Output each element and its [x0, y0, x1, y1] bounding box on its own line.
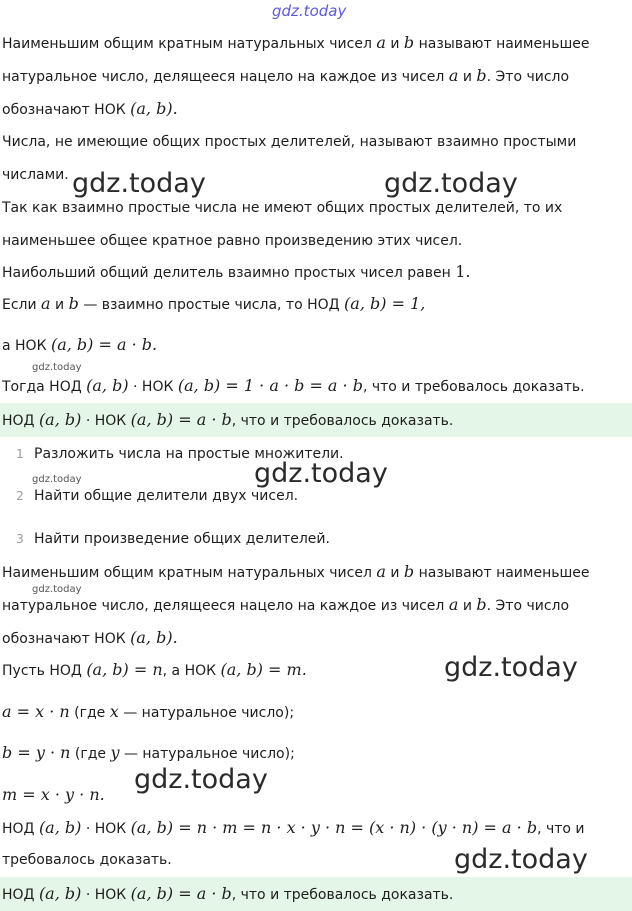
text: и — [462, 69, 472, 85]
watermark: gdz.today — [384, 168, 518, 199]
text: обозначают НОК — [2, 631, 126, 647]
proof2-result-1 — [2, 818, 626, 839]
watermark: gdz.today — [72, 168, 206, 199]
text: Числа, не имеющие общих простых делителей, называют взаимно простыми — [2, 134, 577, 150]
math-var: a — [376, 33, 386, 52]
math-expr: (a, b) = 1, — [344, 294, 426, 313]
text: — натуральное число); — [123, 746, 295, 762]
text: и — [55, 297, 65, 313]
text: Разложить числа на простые множители. — [34, 446, 344, 462]
watermark: gdz.today — [454, 844, 588, 875]
math-expr: (a, b) = 1 · a · b = a · b — [177, 376, 363, 395]
step-number: 1 — [16, 447, 24, 461]
proof2-b — [2, 743, 626, 764]
math-var: x — [109, 702, 119, 721]
math-expr: a = x · n — [2, 702, 70, 721]
text: . Это число — [486, 598, 570, 614]
text: называют наименьшее — [418, 565, 590, 581]
text: натуральное число, делящееся нацело на каждое из чисел — [2, 598, 445, 614]
step-3 — [6, 529, 626, 549]
text: Тогда НОД — [2, 379, 82, 395]
watermark: gdz.today — [254, 458, 388, 489]
math-var: b — [476, 66, 487, 85]
watermark: gdz.today — [32, 584, 82, 595]
definition-line-1 — [2, 33, 626, 54]
coprime-line-6 — [2, 294, 626, 315]
math-expr: (a, b) — [38, 884, 82, 903]
step-number: 2 — [16, 489, 24, 503]
text: а НОК — [2, 338, 47, 354]
definition2-line-1 — [2, 562, 626, 583]
math-expr: (a, b) = n · m = n · x · y · n = (x · n) · (y · n) = a · b — [130, 818, 538, 837]
math-var: b — [68, 294, 79, 313]
text: и — [390, 36, 400, 52]
step-number: 3 — [16, 532, 24, 546]
text: , что и требовалось доказать. — [362, 379, 585, 395]
text: · НОК — [85, 821, 127, 837]
text: НОД — [2, 821, 35, 837]
text: Наименьшим общим кратным натуральных чисел — [2, 565, 372, 581]
watermark-top: gdz.today — [272, 2, 347, 20]
text: называют наименьшее — [418, 36, 590, 52]
text: Если — [2, 297, 37, 313]
proof-line-1 — [2, 376, 626, 397]
coprime-line-3 — [2, 198, 626, 218]
math-expr: (a, b). — [130, 628, 178, 647]
math-var: a — [376, 562, 386, 581]
text: . Это число — [486, 69, 570, 85]
math-expr: (a, b) — [38, 818, 82, 837]
coprime-line-5 — [2, 262, 626, 283]
math-expr: (a, b) = n — [86, 660, 163, 679]
math-expr: 1. — [455, 262, 471, 281]
text: · НОК — [85, 887, 127, 903]
math-expr: (a, b) = a · b — [130, 410, 232, 429]
text: Так как взаимно простые числа не имеют общих простых делителей, то их — [2, 200, 563, 216]
text: Наибольший общий делитель взаимно простых чисел равен — [2, 265, 451, 281]
text: Найти произведение общих делителей. — [34, 531, 330, 547]
text: (где — [74, 746, 106, 762]
math-var: b — [403, 562, 415, 581]
coprime-line-7 — [2, 335, 626, 356]
math-var: y — [110, 743, 120, 762]
text: (где — [74, 705, 106, 721]
text: — взаимно простые числа, то НОД — [83, 297, 340, 313]
proof2-a — [2, 702, 626, 723]
text: требовалось доказать. — [2, 852, 172, 868]
text: , что и — [537, 821, 585, 837]
math-expr: (a, b). — [130, 99, 178, 118]
text: , что и требовалось доказать. — [231, 887, 454, 903]
math-expr: (a, b) = a · b. — [50, 335, 158, 354]
text: , что и требовалось доказать. — [231, 413, 454, 429]
definition-line-3 — [2, 99, 626, 120]
coprime-line-1 — [2, 132, 626, 152]
text: НОД — [2, 413, 35, 429]
math-expr: (a, b) = m. — [220, 660, 307, 679]
math-var: a — [41, 294, 51, 313]
text: Наименьшим общим кратным натуральных чисел — [2, 36, 372, 52]
answer-line-2 — [2, 884, 626, 905]
math-expr: m = x · y · n. — [2, 785, 105, 804]
watermark: gdz.today — [134, 764, 268, 795]
text: обозначают НОК — [2, 102, 126, 118]
math-var: b — [476, 595, 487, 614]
coprime-line-4 — [2, 231, 626, 251]
text: — натуральное число); — [123, 705, 295, 721]
text: числами. — [2, 167, 69, 183]
text: Найти общие делители двух чисел. — [34, 488, 299, 504]
text: · НОК — [133, 379, 174, 395]
text: наименьшее общее кратное равно произведению этих чисел. — [2, 233, 463, 249]
text: Пусть НОД — [2, 663, 82, 679]
definition-line-2 — [2, 66, 626, 87]
watermark: gdz.today — [32, 362, 82, 373]
math-expr: b = y · n — [2, 743, 71, 762]
math-var: a — [448, 66, 459, 85]
text: НОД — [2, 887, 35, 903]
math-expr: (a, b) = a · b — [130, 884, 232, 903]
math-var: b — [403, 33, 415, 52]
text: и — [462, 598, 472, 614]
text: , а НОК — [162, 663, 217, 679]
math-expr: (a, b) — [38, 410, 82, 429]
answer-line-1 — [2, 410, 626, 431]
step-2 — [6, 486, 626, 506]
definition2-line-2 — [2, 595, 626, 616]
math-var: a — [448, 595, 459, 614]
proof2-m — [2, 785, 626, 806]
definition2-line-3 — [2, 628, 626, 649]
text: и — [390, 565, 400, 581]
watermark: gdz.today — [32, 474, 82, 485]
watermark: gdz.today — [444, 652, 578, 683]
math-expr: (a, b) — [86, 376, 129, 395]
text: натуральное число, делящееся нацело на каждое из чисел — [2, 69, 445, 85]
text: · НОК — [85, 413, 127, 429]
